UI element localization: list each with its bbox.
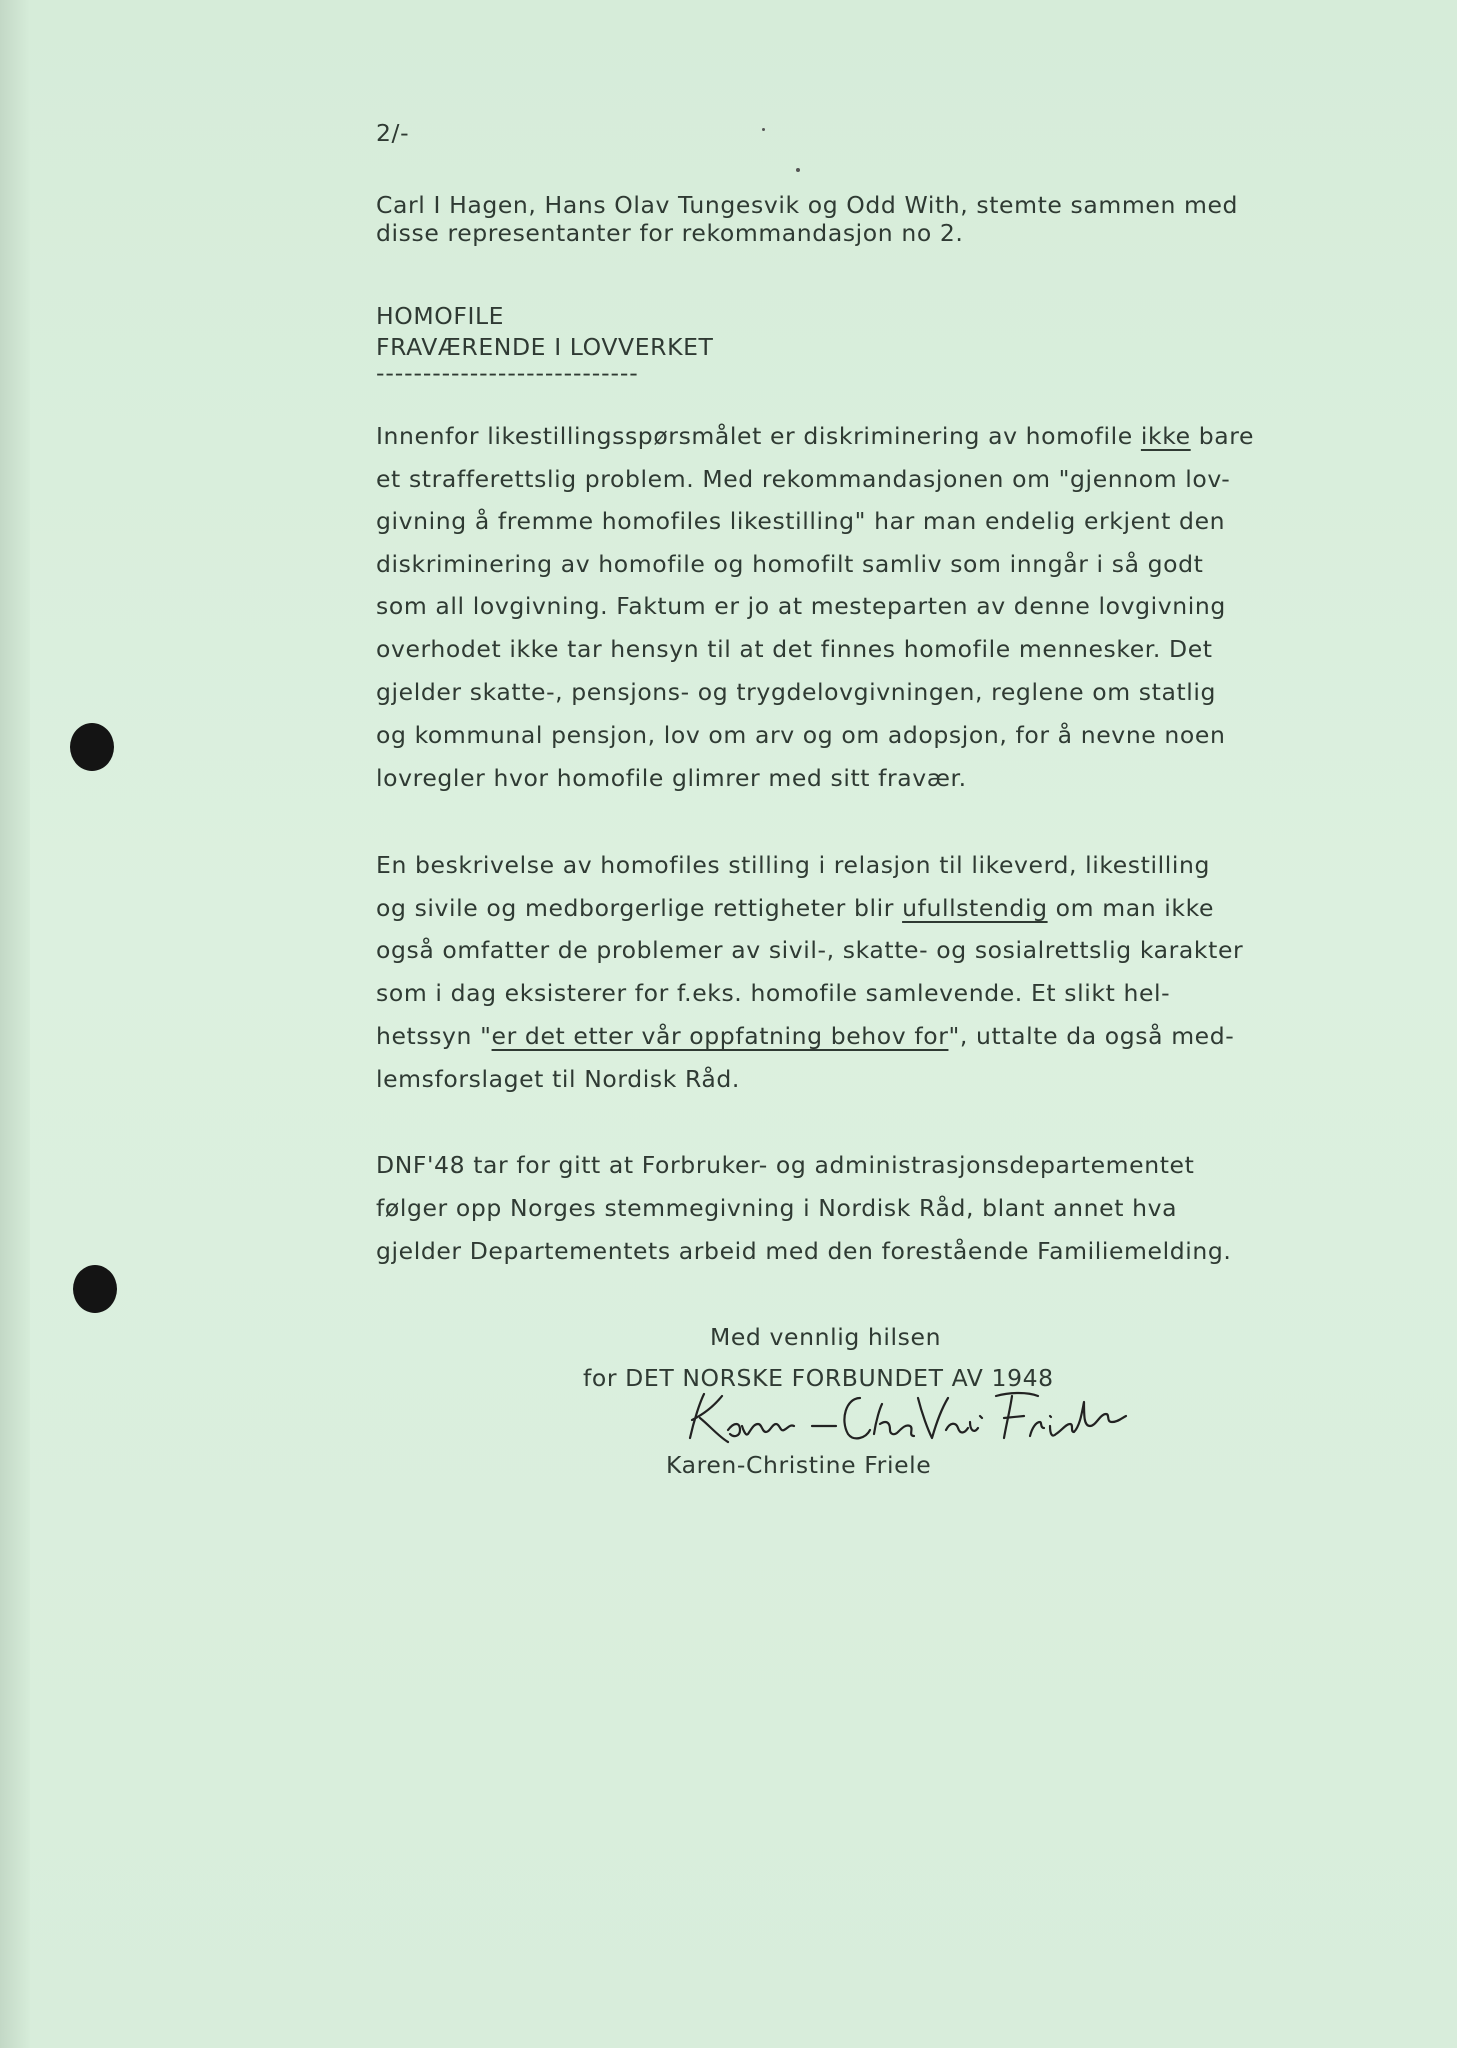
para2-line-3: også omfatter de problemer av sivil-, skatte- og sosialrettslig karakter xyxy=(376,936,1244,964)
para2-line-2 xyxy=(376,893,1214,923)
para2-line-2-pre: og sivile og medborgerlige rettigheter blir xyxy=(376,894,903,922)
intro-line-1: Carl I Hagen, Hans Olav Tungesvik og Odd With, stemte sammen med xyxy=(376,191,1239,219)
para2-line-5 xyxy=(376,1021,1234,1051)
para1-line-4: diskriminering av homofile og homofilt samliv som inngår i så godt xyxy=(376,550,1204,578)
para1-line-8: og kommunal pensjon, lov om arv og om adopsjon, for å nevne noen xyxy=(376,721,1226,749)
para2-line-4: som i dag eksisterer for f.eks. homofile samlevende. Et slikt hel- xyxy=(376,979,1171,1007)
closing-organization: for DET NORSKE FORBUNDET AV 1948 xyxy=(583,1364,1054,1392)
handwritten-signature xyxy=(670,1380,1150,1460)
intro-line-2: disse representanter for rekommandasjon no 2. xyxy=(376,219,964,247)
speck xyxy=(796,168,800,172)
para1-line-2: et strafferettslig problem. Med rekommandasjonen om "gjennom lov- xyxy=(376,465,1231,493)
underlined-quote: er det etter vår oppfatning behov for xyxy=(491,1022,949,1050)
underlined-ikke: ikke xyxy=(1140,422,1191,450)
speck xyxy=(762,128,765,131)
punch-hole-lower xyxy=(73,1265,117,1313)
para1-line-6: overhodet ikke tar hensyn til at det finnes homofile mennesker. Det xyxy=(376,635,1213,663)
page-marker: 2/- xyxy=(376,119,410,147)
heading-rule: ---------------------------- xyxy=(376,359,639,387)
para1-line-5: som all lovgivning. Faktum er jo at mesteparten av denne lovgivning xyxy=(376,592,1226,620)
para1-line-7: gjelder skatte-, pensjons- og trygdelovgivningen, reglene om statlig xyxy=(376,678,1217,706)
heading-line-1: HOMOFILE xyxy=(376,302,505,330)
para2-line-5-pre: hetssyn " xyxy=(376,1022,492,1050)
para2-line-6: lemsforslaget til Nordisk Råd. xyxy=(376,1065,740,1093)
para1-line-1-post: bare xyxy=(1190,422,1255,450)
heading-line-2: FRAVÆRENDE I LOVVERKET xyxy=(376,333,714,361)
closing-greeting: Med vennlig hilsen xyxy=(710,1323,942,1351)
para3-line-2: følger opp Norges stemmegivning i Nordisk Råd, blant annet hva xyxy=(376,1194,1178,1222)
para1-line-3: givning å fremme homofiles likestilling" har man endelig erkjent den xyxy=(376,507,1226,535)
para3-line-3: gjelder Departementets arbeid med den forestående Familiemelding. xyxy=(376,1237,1232,1265)
para2-line-2-post: om man ikke xyxy=(1047,894,1215,922)
para1-line-9: lovregler hvor homofile glimrer med sitt fravær. xyxy=(376,764,967,792)
signatory-name: Karen-Christine Friele xyxy=(666,1451,932,1479)
para2-line-5-post: ", uttalte da også med- xyxy=(948,1022,1235,1050)
para2-line-1: En beskrivelse av homofiles stilling i relasjon til likeverd, likestilling xyxy=(376,851,1210,879)
punch-hole-upper xyxy=(70,723,114,771)
para1-line-1 xyxy=(376,421,1254,451)
underlined-ufullstendig: ufullstendig xyxy=(902,894,1048,922)
para3-line-1: DNF'48 tar for gitt at Forbruker- og administrasjonsdepartementet xyxy=(376,1151,1195,1179)
para1-line-1-pre: Innenfor likestillingsspørsmålet er diskriminering av homofile xyxy=(376,422,1141,450)
page-edge-shadow xyxy=(0,0,30,2048)
